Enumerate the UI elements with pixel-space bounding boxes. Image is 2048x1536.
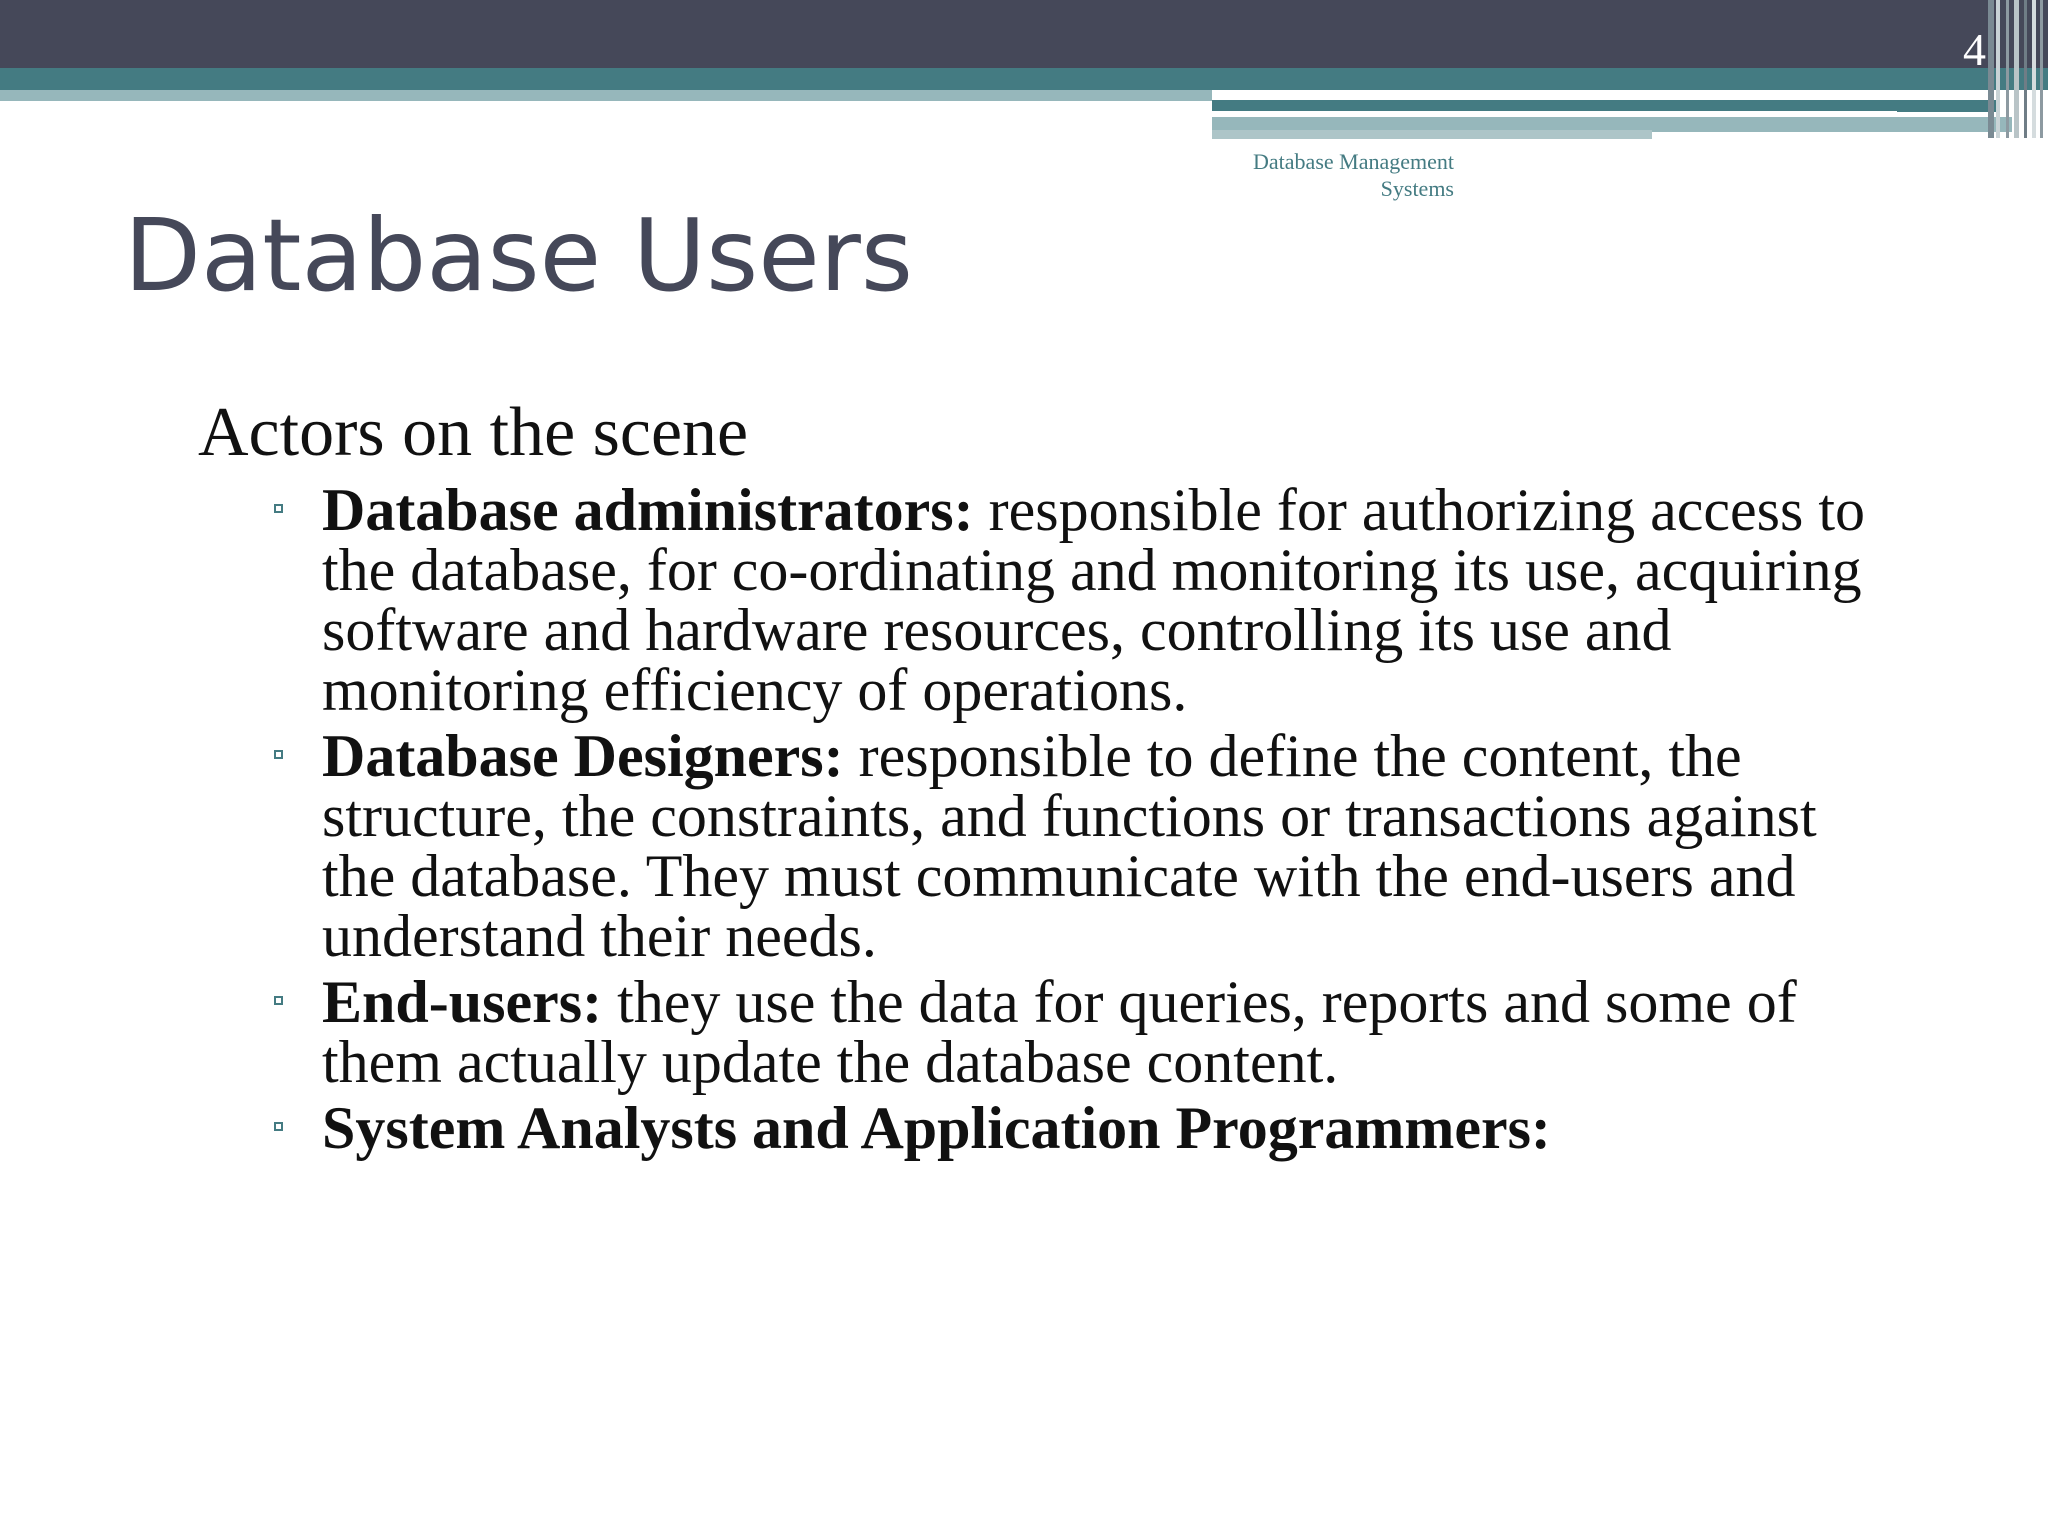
header-stripe xyxy=(1988,0,1994,138)
list-item xyxy=(198,1095,1898,1161)
bullet-text: responsible to define the content, the structure, the constraints, and functions or transactions against the database. They must communicate with the end-users and understand their needs. xyxy=(322,723,1817,969)
course-footer-line2: Systems xyxy=(1380,176,1454,201)
square-bullet-icon xyxy=(274,996,283,1005)
bullet-text: they use the data for queries, reports and some of them actually update the database content. xyxy=(322,969,1797,1095)
header-light-band xyxy=(0,90,1212,101)
list-item xyxy=(198,477,1898,723)
header-teal-band xyxy=(0,68,2048,90)
course-footer xyxy=(1170,148,1454,202)
square-bullet-icon xyxy=(274,750,283,759)
course-footer-line1: Database Management xyxy=(1253,149,1454,174)
header-bar xyxy=(0,0,2048,68)
bullet-term: System Analysts and Application Programmers: xyxy=(322,1095,1551,1161)
lead-text: Actors on the scene xyxy=(198,394,749,471)
square-bullet-icon xyxy=(274,504,283,513)
header-stripe xyxy=(2040,0,2043,138)
slide-number: 4 xyxy=(1963,24,1986,75)
bullet-term: Database administrators: xyxy=(322,477,974,543)
header-stripe xyxy=(2032,0,2036,138)
header-stripe xyxy=(2014,0,2019,138)
bullet-list xyxy=(198,477,1898,1161)
header-stripe xyxy=(1996,0,2000,138)
list-item xyxy=(198,723,1898,969)
bullet-term: End-users: xyxy=(322,969,603,1035)
bullet-text: responsible for authorizing access to the database, for co-ordinating and monitoring its use, acquiring software and hardware resources, controlling its use and monitoring efficiency of operations. xyxy=(322,477,1866,723)
list-item xyxy=(198,969,1898,1095)
header-stripe xyxy=(2024,0,2027,138)
slide-body xyxy=(198,392,1898,1161)
header-stripe xyxy=(2006,0,2009,138)
bullet-term: Database Designers: xyxy=(322,723,844,789)
square-bullet-icon xyxy=(274,1122,283,1131)
header-right-lighter-band xyxy=(1212,130,1652,139)
slide-title: Database Users xyxy=(124,197,913,314)
